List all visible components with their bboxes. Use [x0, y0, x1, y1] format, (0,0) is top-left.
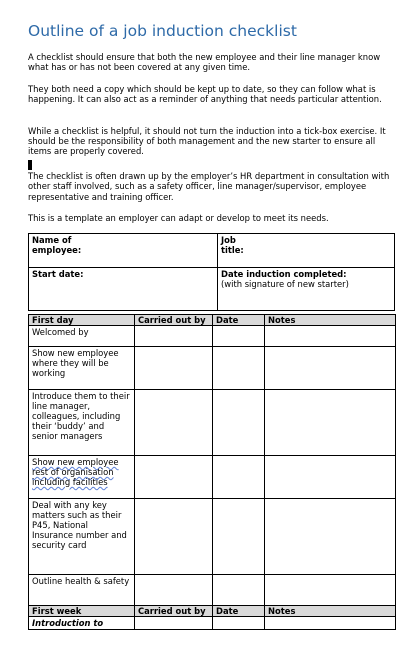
- task-cell: Outline health & safety: [29, 575, 135, 606]
- header-notes: Notes: [265, 315, 396, 326]
- induction-completed-label: Date induction completed:: [221, 269, 347, 279]
- date-cell[interactable]: [213, 499, 265, 575]
- date-cell[interactable]: [213, 575, 265, 606]
- header-date-2: Date: [213, 606, 265, 617]
- paragraph-4: The checklist is often drawn up by the employer’s HR department in consultation with other staff involved, such as a safety officer, line manager/supervisor, employee representative and training officer.: [28, 171, 390, 202]
- induction-checklist-table: [28, 314, 396, 630]
- employee-name-cell[interactable]: [29, 234, 218, 268]
- job-title-label: Job: [221, 235, 236, 245]
- first-week-header-row: [29, 606, 396, 617]
- carried-out-by-cell[interactable]: [135, 499, 213, 575]
- paragraph-3: While a checklist is helpful, it should not turn the induction into a tick-box exercise. It should be the responsibility of both management and the new starter to ensure all items are properly covered.: [28, 126, 386, 157]
- task-cell: Introduce them to their line manager, colleagues, including their ‘buddy’ and senior managers: [29, 390, 135, 456]
- task-text-spellcheck: Show new employee rest of organisation including facilities: [32, 457, 119, 487]
- start-date-cell[interactable]: [29, 268, 218, 311]
- header-first-week: First week: [29, 606, 135, 617]
- date-cell[interactable]: [213, 390, 265, 456]
- employee-name-label-2: employee:: [32, 245, 82, 255]
- employee-info-table: [28, 233, 395, 311]
- task-cell: Show new employee where they will be working: [29, 347, 135, 390]
- table-row: [29, 347, 396, 390]
- header-notes-2: Notes: [265, 606, 396, 617]
- carried-out-by-cell[interactable]: [135, 456, 213, 499]
- date-cell[interactable]: [213, 326, 265, 347]
- first-day-header-row: [29, 315, 396, 326]
- notes-cell[interactable]: [265, 617, 396, 630]
- notes-cell[interactable]: [265, 347, 396, 390]
- induction-completed-note: (with signature of new starter): [221, 279, 349, 289]
- paragraph-1: A checklist should ensure that both the new employee and their line manager know what has or has not been covered at any given time.: [28, 52, 381, 73]
- header-date: Date: [213, 315, 265, 326]
- table-row: [29, 575, 396, 606]
- date-cell[interactable]: [213, 617, 265, 630]
- text-cursor: [28, 160, 32, 170]
- table-row: [29, 326, 396, 347]
- job-title-label-2: title:: [221, 245, 244, 255]
- notes-cell[interactable]: [265, 390, 396, 456]
- date-cell[interactable]: [213, 347, 265, 390]
- carried-out-by-cell[interactable]: [135, 617, 213, 630]
- page-title: Outline of a job induction checklist: [28, 22, 297, 40]
- start-date-label: Start date:: [32, 269, 84, 279]
- date-cell[interactable]: [213, 456, 265, 499]
- induction-completed-cell[interactable]: [218, 268, 395, 311]
- paragraph-5: This is a template an employer can adapt or develop to meet its needs.: [28, 213, 329, 223]
- job-title-cell[interactable]: [218, 234, 395, 268]
- task-cell: Introduction to: [29, 617, 135, 630]
- paragraph-2: They both need a copy which should be kept up to date, so they can follow what is happening. It can also act as a reminder of anything that needs particular attention.: [28, 84, 382, 105]
- task-cell: [29, 456, 135, 499]
- task-cell: Welcomed by: [29, 326, 135, 347]
- employee-name-label: Name of: [32, 235, 72, 245]
- header-first-day: First day: [29, 315, 135, 326]
- carried-out-by-cell[interactable]: [135, 575, 213, 606]
- carried-out-by-cell[interactable]: [135, 326, 213, 347]
- notes-cell[interactable]: [265, 575, 396, 606]
- table-row: [29, 499, 396, 575]
- notes-cell[interactable]: [265, 456, 396, 499]
- table-row: [29, 390, 396, 456]
- notes-cell[interactable]: [265, 499, 396, 575]
- header-carried-out-by: Carried out by: [135, 315, 213, 326]
- carried-out-by-cell[interactable]: [135, 347, 213, 390]
- paragraph-4-wrap: [28, 160, 398, 202]
- task-cell: Deal with any key matters such as their P45, National Insurance number and security card: [29, 499, 135, 575]
- header-carried-out-by-2: Carried out by: [135, 606, 213, 617]
- table-row: [29, 456, 396, 499]
- notes-cell[interactable]: [265, 326, 396, 347]
- carried-out-by-cell[interactable]: [135, 390, 213, 456]
- table-row: [29, 617, 396, 630]
